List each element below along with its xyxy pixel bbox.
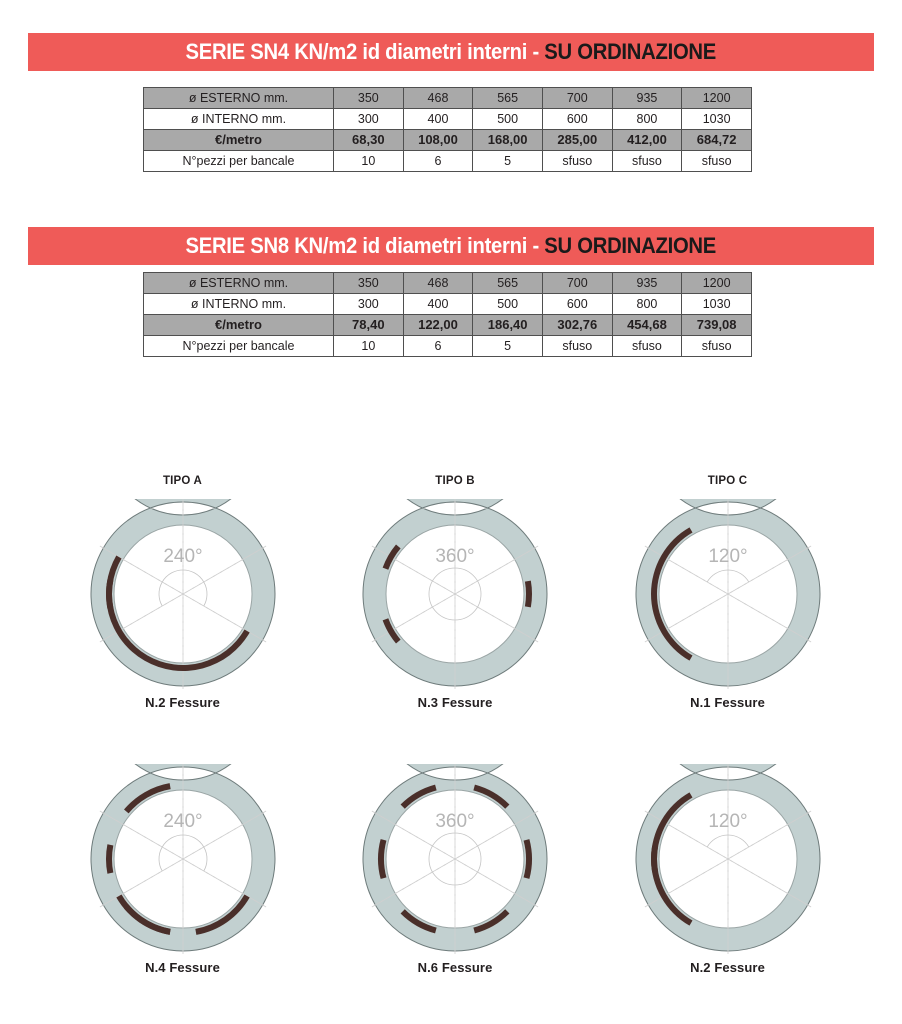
banner-sn4 (28, 33, 874, 71)
table-cell: 300 (334, 109, 404, 130)
pipe-cross-section-diagram (633, 499, 823, 689)
table-cell: 5 (473, 336, 543, 357)
diagram-cell (60, 740, 305, 975)
table-cell: 565 (473, 273, 543, 294)
table-cell: 454,68 (612, 315, 682, 336)
table-cell: 1030 (682, 109, 752, 130)
table-cell: 800 (612, 294, 682, 315)
fessure-label: N.4 Fessure (145, 960, 220, 975)
angle-label: 240° (162, 546, 203, 567)
table-row-label: €/metro (144, 315, 334, 336)
table-row (144, 294, 752, 315)
table-cell: 500 (473, 294, 543, 315)
table-row (144, 336, 752, 357)
diagram-row-gap (60, 710, 850, 740)
fessure-label: N.1 Fessure (690, 695, 765, 710)
table-cell: sfuso (612, 336, 682, 357)
table-cell: sfuso (682, 336, 752, 357)
table-row (144, 109, 752, 130)
pipe-cross-section-diagram (360, 499, 550, 689)
table-cell: 565 (473, 88, 543, 109)
pipe-cross-section-diagram (88, 499, 278, 689)
angle-label: 120° (707, 811, 748, 832)
angle-label: 360° (435, 811, 475, 832)
diagram-row (60, 740, 850, 975)
table-cell: 400 (403, 294, 473, 315)
table-cell: 700 (542, 88, 612, 109)
table-cell: 350 (334, 273, 404, 294)
table-cell: 739,08 (682, 315, 752, 336)
table-cell: 700 (542, 273, 612, 294)
table-cell: 500 (473, 109, 543, 130)
table-cell: 412,00 (612, 130, 682, 151)
tipo-label: TIPO A (162, 475, 203, 487)
banner-sn4-main-label: SERIE SN4 KN/m2 id diametri interni - (185, 39, 545, 64)
table-cell: 186,40 (473, 315, 543, 336)
table-cell: 108,00 (403, 130, 473, 151)
table-row-label: ø INTERNO mm. (144, 294, 334, 315)
table-cell: 302,76 (542, 315, 612, 336)
table-cell: 10 (334, 336, 404, 357)
table-cell: 5 (473, 151, 543, 172)
table-cell: 800 (612, 109, 682, 130)
table-cell: 122,00 (403, 315, 473, 336)
pipe-cross-section-diagram (633, 764, 823, 954)
diagram-cell (333, 740, 578, 975)
table-cell: 935 (612, 88, 682, 109)
table-row (144, 130, 752, 151)
angle-label: 240° (162, 811, 203, 832)
table-row-label: ø ESTERNO mm. (144, 88, 334, 109)
table-cell: sfuso (612, 151, 682, 172)
diagram-cell (60, 475, 305, 710)
table-cell: 1200 (682, 273, 752, 294)
table-cell: 350 (334, 88, 404, 109)
pipe-cross-section-diagram (360, 764, 550, 954)
spec-table-sn8 (143, 272, 752, 357)
table-row (144, 88, 752, 109)
table-row (144, 315, 752, 336)
table-row-label: N°pezzi per bancale (144, 151, 334, 172)
fessure-label: N.6 Fessure (417, 960, 493, 975)
table-row (144, 273, 752, 294)
tipo-label: TIPO C (707, 475, 748, 487)
banner-sn8-text (186, 233, 717, 259)
table-cell: 935 (612, 273, 682, 294)
table-cell: 1200 (682, 88, 752, 109)
table-row-label: N°pezzi per bancale (144, 336, 334, 357)
fessure-label: N.2 Fessure (690, 960, 765, 975)
table-cell: 285,00 (542, 130, 612, 151)
banner-sn8-main-label: SERIE SN8 KN/m2 id diametri interni - (185, 233, 545, 258)
table-cell: 468 (403, 88, 473, 109)
table-cell: 68,30 (334, 130, 404, 151)
table-cell: 6 (403, 151, 473, 172)
table-row-label: €/metro (144, 130, 334, 151)
tipo-label: TIPO B (435, 475, 475, 487)
diagram-cell (605, 740, 850, 975)
angle-label: 360° (435, 546, 475, 567)
banner-sn4-sub-label: SU ORDINAZIONE (544, 39, 717, 64)
table-cell: 10 (334, 151, 404, 172)
angle-label: 120° (707, 546, 748, 567)
banner-sn4-text (186, 39, 717, 65)
table-cell: 600 (542, 294, 612, 315)
table-cell: 78,40 (334, 315, 404, 336)
table-cell: 400 (403, 109, 473, 130)
fessure-label: N.3 Fessure (417, 695, 493, 710)
table-cell: 684,72 (682, 130, 752, 151)
table-cell: 6 (403, 336, 473, 357)
table-cell: sfuso (682, 151, 752, 172)
diagram-cell (333, 475, 578, 710)
diagram-grid (60, 475, 850, 975)
table-cell: 168,00 (473, 130, 543, 151)
banner-sn8 (28, 227, 874, 265)
table-cell: sfuso (542, 151, 612, 172)
table-cell: 468 (403, 273, 473, 294)
diagram-cell (605, 475, 850, 710)
table-cell: 600 (542, 109, 612, 130)
table-row-label: ø ESTERNO mm. (144, 273, 334, 294)
table-cell: 300 (334, 294, 404, 315)
pipe-cross-section-diagram (88, 764, 278, 954)
fessure-label: N.2 Fessure (145, 695, 220, 710)
banner-sn8-sub-label: SU ORDINAZIONE (544, 233, 717, 258)
table-cell: 1030 (682, 294, 752, 315)
table-cell: sfuso (542, 336, 612, 357)
spec-table-sn4 (143, 87, 752, 172)
diagram-row (60, 475, 850, 710)
table-row-label: ø INTERNO mm. (144, 109, 334, 130)
table-row (144, 151, 752, 172)
